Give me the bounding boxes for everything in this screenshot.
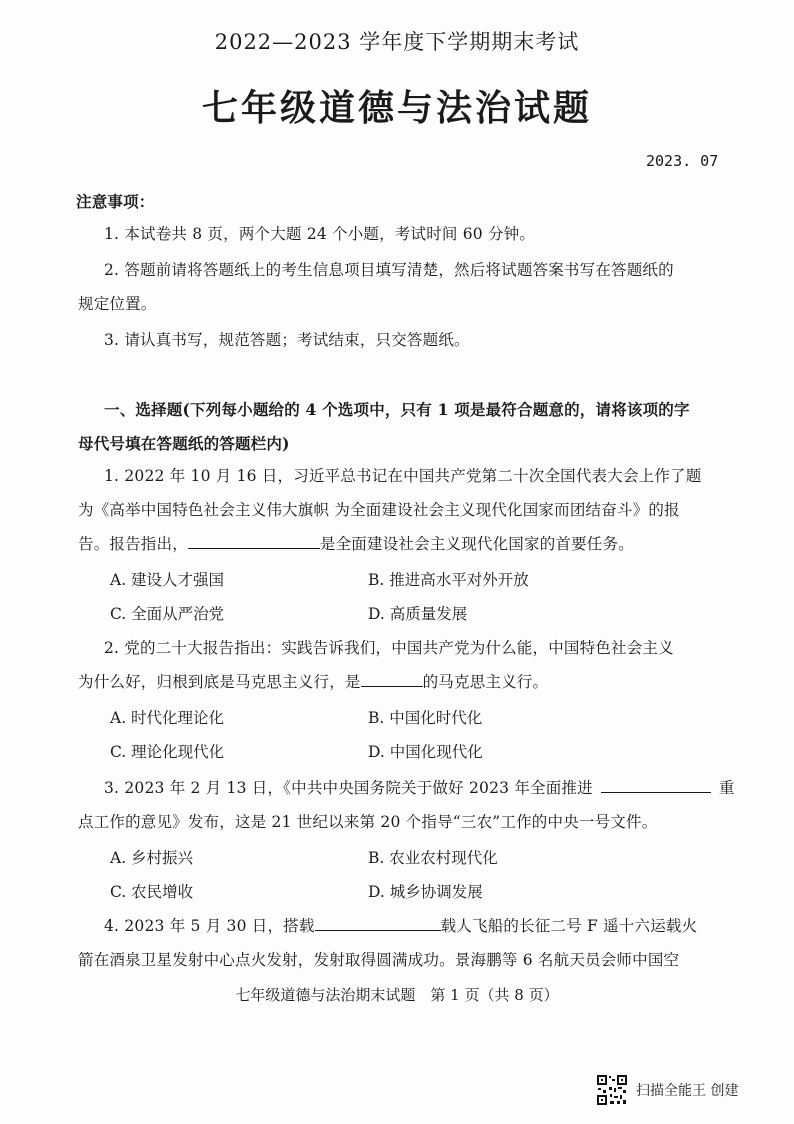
section-1-title-line-2: 母代号填在答题纸的答题栏内) (78, 434, 290, 453)
scanner-watermark (596, 1074, 738, 1106)
q2-line-1: 2. 党的二十大报告指出：实践告诉我们，中国共产党为什么能，中国特色社会主义 (104, 639, 674, 657)
q3-option-a: A. 乡村振兴 (110, 849, 194, 867)
q4-line-1 (104, 914, 697, 936)
answer-blank (315, 918, 441, 931)
notice-title: 注意事项： (76, 192, 155, 211)
watermark-text: 扫描全能王 创建 (636, 1083, 739, 1099)
q1-line-1: 1. 2022 年 10 月 16 日，习近平总书记在中国共产党第二十次全国代表大会上作了题 (104, 467, 702, 485)
q1-line-3 (78, 532, 634, 554)
notice-item-1: 1. 本试卷共 8 页，两个大题 24 个小题，考试时间 60 分钟。 (104, 225, 536, 243)
q1-option-b: B. 推进高水平对外开放 (368, 571, 529, 589)
q3-line-1-start: 3. 2023 年 2 月 13 日，《中共中央国务院关于做好 2023 年全面推进 (104, 779, 593, 797)
exam-date: 2023. 07 (646, 152, 719, 170)
q1-line-3-end: 是全面建设社会主义现代化国家的首要任务。 (319, 535, 634, 553)
answer-blank (601, 780, 711, 793)
q3-line-1-end: 重 (718, 779, 735, 797)
q4-line-2: 箭在酒泉卫星发射中心点火发射，发射取得圆满成功。景海鹏等 6 名航天员会师中国空 (78, 951, 680, 969)
q1-line-3-start: 告。报告指出， (78, 535, 188, 553)
q3-option-b: B. 农业农村现代化 (368, 849, 498, 867)
q2-option-d: D. 中国化现代化 (368, 743, 483, 761)
q3-option-c: C. 农民增收 (110, 883, 194, 901)
qr-code-icon (596, 1074, 628, 1106)
answer-blank (188, 536, 320, 549)
q4-line-1-start: 4. 2023 年 5 月 30 日，搭载 (104, 917, 315, 935)
q2-option-c: C. 理论化现代化 (110, 743, 225, 761)
page-footer: 七年级道德与法治期末试题 第 1 页（共 8 页） (235, 986, 559, 1004)
q1-option-c: C. 全面从严治党 (110, 605, 225, 623)
q2-option-b: B. 中国化时代化 (368, 709, 483, 727)
notice-item-3: 3. 请认真书写，规范答题；考试结束，只交答题纸。 (104, 331, 470, 349)
page-title: 七年级道德与法治试题 (201, 87, 592, 129)
answer-blank (361, 674, 423, 687)
section-1-title-line-1: 一、选择题(下列每小题给的 4 个选项中，只有 1 项是最符合题意的，请将该项的字 (104, 400, 690, 419)
q2-line-2-end: 的马克思主义行。 (422, 673, 549, 691)
q3-line-2: 点工作的意见》发布，这是 21 世纪以来第 20 个指导“三农”工作的中央一号文件。 (78, 813, 658, 831)
q3-option-d: D. 城乡协调发展 (368, 883, 483, 901)
q1-option-d: D. 高质量发展 (368, 605, 468, 623)
q3-line-1 (104, 776, 735, 798)
exam-line: 2022—2023 学年度下学期期末考试 (214, 30, 580, 54)
q2-line-2 (78, 670, 548, 692)
q4-line-1-end: 载人飞船的长征二号 F 遥十六运载火 (440, 917, 698, 935)
notice-item-2-line-1: 2. 答题前请将答题纸上的考生信息项目填写清楚，然后将试题答案书写在答题纸的 (104, 261, 674, 279)
q1-option-a: A. 建设人才强国 (110, 571, 225, 589)
q2-line-2-start: 为什么好，归根到底是马克思主义行，是 (78, 673, 361, 691)
notice-item-2-line-2: 规定位置。 (78, 295, 157, 313)
q1-line-2: 为《高举中国特色社会主义伟大旗帜 为全面建设社会主义现代化国家而团结奋斗》的报 (78, 501, 680, 519)
q2-option-a: A. 时代化理论化 (110, 709, 225, 727)
